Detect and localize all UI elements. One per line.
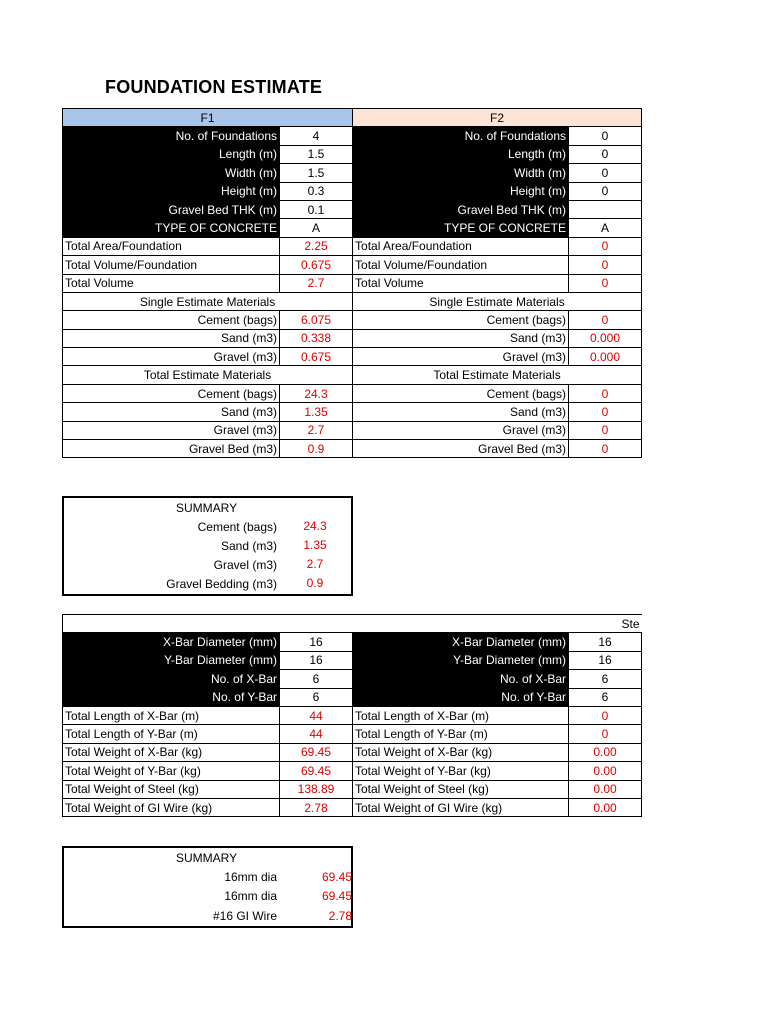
input-cell[interactable]: A [569, 219, 642, 237]
summary-value: 2.78 [328, 909, 352, 923]
total-value: 0.00 [569, 743, 642, 761]
total-value: 0 [569, 256, 642, 274]
total-value: 0 [569, 706, 642, 724]
total-label: Total Length of X-Bar (m) [353, 706, 569, 724]
summary-label: Sand (m3) [220, 539, 277, 553]
input-label: No. of X-Bar [63, 670, 280, 688]
section-header: Total Estimate Materials [353, 366, 642, 384]
material-label: Gravel (m3) [353, 421, 569, 439]
input-label: Length (m) [63, 145, 280, 163]
table-row [63, 706, 642, 724]
table-row [63, 798, 642, 816]
summary-label: Gravel (m3) [213, 558, 277, 572]
f2-header: F2 [353, 109, 642, 127]
table-row [63, 164, 642, 182]
material-label: Sand (m3) [353, 403, 569, 421]
total-label: Total Volume [63, 274, 280, 292]
table-row [63, 311, 642, 329]
table-row [63, 670, 642, 688]
material-label: Cement (bags) [63, 384, 280, 402]
input-label: Height (m) [353, 182, 569, 200]
table-row [63, 725, 642, 743]
total-label: Total Length of Y-Bar (m) [63, 725, 280, 743]
material-label: Gravel (m3) [63, 348, 280, 366]
table-row [63, 237, 642, 255]
material-value: 0.338 [280, 329, 353, 347]
total-label: Total Weight of X-Bar (kg) [353, 743, 569, 761]
steel-summary-box [62, 846, 353, 928]
total-label: Total Volume/Foundation [353, 256, 569, 274]
material-label: Sand (m3) [63, 329, 280, 347]
total-value: 44 [280, 706, 353, 724]
section-header: Single Estimate Materials [63, 292, 353, 310]
summary-label: Cement (bags) [197, 520, 277, 534]
table-row [63, 292, 642, 310]
material-label: Gravel (m3) [63, 421, 280, 439]
material-label: Sand (m3) [353, 329, 569, 347]
table-row [63, 615, 642, 633]
summary-value: 0.9 [306, 576, 324, 590]
total-value: 0 [569, 274, 642, 292]
total-value: 69.45 [280, 762, 353, 780]
input-label: X-Bar Diameter (mm) [353, 633, 569, 651]
input-cell[interactable]: 6 [280, 688, 353, 706]
material-value: 6.075 [280, 311, 353, 329]
total-value: 2.25 [280, 237, 353, 255]
steel-header-label: Ste [621, 616, 640, 631]
material-value: 0.675 [280, 348, 353, 366]
total-label: Total Weight of Steel (kg) [63, 780, 280, 798]
total-label: Total Weight of GI Wire (kg) [353, 798, 569, 816]
input-cell[interactable]: 4 [280, 127, 353, 145]
input-cell[interactable]: A [280, 219, 353, 237]
input-label: Height (m) [63, 182, 280, 200]
section-header: Total Estimate Materials [63, 366, 353, 384]
f1-header: F1 [63, 109, 353, 127]
table-row [63, 688, 642, 706]
total-label: Total Weight of Y-Bar (kg) [63, 762, 280, 780]
material-value: 1.35 [280, 403, 353, 421]
material-label: Cement (bags) [63, 311, 280, 329]
input-label: Width (m) [353, 164, 569, 182]
table-row [63, 780, 642, 798]
summary-label: Gravel Bedding (m3) [166, 577, 277, 591]
input-label: Length (m) [353, 145, 569, 163]
total-label: Total Weight of Y-Bar (kg) [353, 762, 569, 780]
input-label: TYPE OF CONCRETE [353, 219, 569, 237]
total-value: 138.89 [280, 780, 353, 798]
total-value: 2.7 [280, 274, 353, 292]
table-row [63, 366, 642, 384]
total-label: Total Length of X-Bar (m) [63, 706, 280, 724]
input-label: Y-Bar Diameter (mm) [353, 651, 569, 669]
page-title: FOUNDATION ESTIMATE [105, 77, 323, 97]
material-value: 2.7 [280, 421, 353, 439]
material-label: Gravel (m3) [353, 348, 569, 366]
input-cell[interactable]: 1.5 [280, 145, 353, 163]
summary-value: 24.3 [303, 519, 327, 533]
material-label: Sand (m3) [63, 403, 280, 421]
total-value: 0.675 [280, 256, 353, 274]
material-label: Gravel Bed (m3) [353, 440, 569, 458]
total-value: 2.78 [280, 798, 353, 816]
material-value: 0.9 [280, 440, 353, 458]
summary-label: 16mm dia [224, 870, 277, 884]
input-cell[interactable]: 6 [569, 688, 642, 706]
section-header: Single Estimate Materials [353, 292, 642, 310]
input-cell[interactable]: 16 [280, 633, 353, 651]
input-cell[interactable]: 0.1 [280, 200, 353, 218]
total-value: 0 [569, 725, 642, 743]
summary-value: 69.45 [321, 870, 352, 884]
total-value: 0.00 [569, 762, 642, 780]
table-row [63, 421, 642, 439]
total-value: 69.45 [280, 743, 353, 761]
summary-label: 16mm dia [224, 889, 277, 903]
table-row [63, 274, 642, 292]
total-value: 0.00 [569, 780, 642, 798]
input-cell[interactable]: 0 [569, 182, 642, 200]
input-cell[interactable]: 16 [569, 651, 642, 669]
input-label: Width (m) [63, 164, 280, 182]
summary-header: SUMMARY [176, 851, 238, 865]
material-value: 0 [569, 421, 642, 439]
summary-label: #16 GI Wire [212, 909, 277, 923]
material-label: Cement (bags) [353, 311, 569, 329]
summary-value: 1.35 [303, 538, 327, 552]
total-label: Total Volume [353, 274, 569, 292]
total-value: 0.00 [569, 798, 642, 816]
material-label: Gravel Bed (m3) [63, 440, 280, 458]
total-value: 0 [569, 237, 642, 255]
input-cell[interactable]: 0 [569, 145, 642, 163]
input-label: No. of Y-Bar [353, 688, 569, 706]
steel-estimate-table [62, 614, 642, 817]
material-value: 0 [569, 311, 642, 329]
material-value: 0 [569, 440, 642, 458]
table-row [63, 329, 642, 347]
steel-header [63, 615, 642, 633]
input-cell[interactable]: 1.5 [280, 164, 353, 182]
total-label: Total Volume/Foundation [63, 256, 280, 274]
summary-value: 2.7 [306, 557, 324, 571]
table-row [63, 384, 642, 402]
input-cell[interactable]: 6 [569, 670, 642, 688]
table-row [63, 200, 642, 218]
table-row [63, 651, 642, 669]
total-value: 44 [280, 725, 353, 743]
table-row [63, 403, 642, 421]
input-label: TYPE OF CONCRETE [63, 219, 280, 237]
table-row [63, 145, 642, 163]
material-value: 0.000 [569, 329, 642, 347]
summary-value: 69.45 [321, 889, 352, 903]
input-cell[interactable]: 16 [569, 633, 642, 651]
table-row [63, 219, 642, 237]
input-label: Y-Bar Diameter (mm) [63, 651, 280, 669]
total-label: Total Weight of Steel (kg) [353, 780, 569, 798]
input-label: No. of Foundations [353, 127, 569, 145]
table-row [63, 633, 642, 651]
total-label: Total Weight of X-Bar (kg) [63, 743, 280, 761]
material-value: 0 [569, 384, 642, 402]
input-cell[interactable]: 0.3 [280, 182, 353, 200]
input-cell[interactable]: 6 [280, 670, 353, 688]
total-label: Total Area/Foundation [63, 237, 280, 255]
material-value: 24.3 [280, 384, 353, 402]
material-value: 0.000 [569, 348, 642, 366]
total-label: Total Weight of GI Wire (kg) [63, 798, 280, 816]
table-row [63, 127, 642, 145]
input-cell[interactable]: 16 [280, 651, 353, 669]
input-label: Gravel Bed THK (m) [63, 200, 280, 218]
summary-header: SUMMARY [176, 501, 238, 515]
material-value: 0 [569, 403, 642, 421]
input-label: No. of Y-Bar [63, 688, 280, 706]
table-row [63, 743, 642, 761]
table-row [63, 440, 642, 458]
table-row [63, 762, 642, 780]
total-label: Total Length of Y-Bar (m) [353, 725, 569, 743]
concrete-estimate-table [62, 108, 642, 458]
table-row [63, 109, 642, 127]
input-label: No. of Foundations [63, 127, 280, 145]
table-row [63, 348, 642, 366]
materials-summary-box [62, 496, 353, 596]
input-cell[interactable] [569, 200, 642, 218]
material-label: Cement (bags) [353, 384, 569, 402]
input-cell[interactable]: 0 [569, 127, 642, 145]
input-cell[interactable]: 0 [569, 164, 642, 182]
table-row [63, 256, 642, 274]
input-label: No. of X-Bar [353, 670, 569, 688]
input-label: X-Bar Diameter (mm) [63, 633, 280, 651]
total-label: Total Area/Foundation [353, 237, 569, 255]
input-label: Gravel Bed THK (m) [353, 200, 569, 218]
table-row [63, 182, 642, 200]
